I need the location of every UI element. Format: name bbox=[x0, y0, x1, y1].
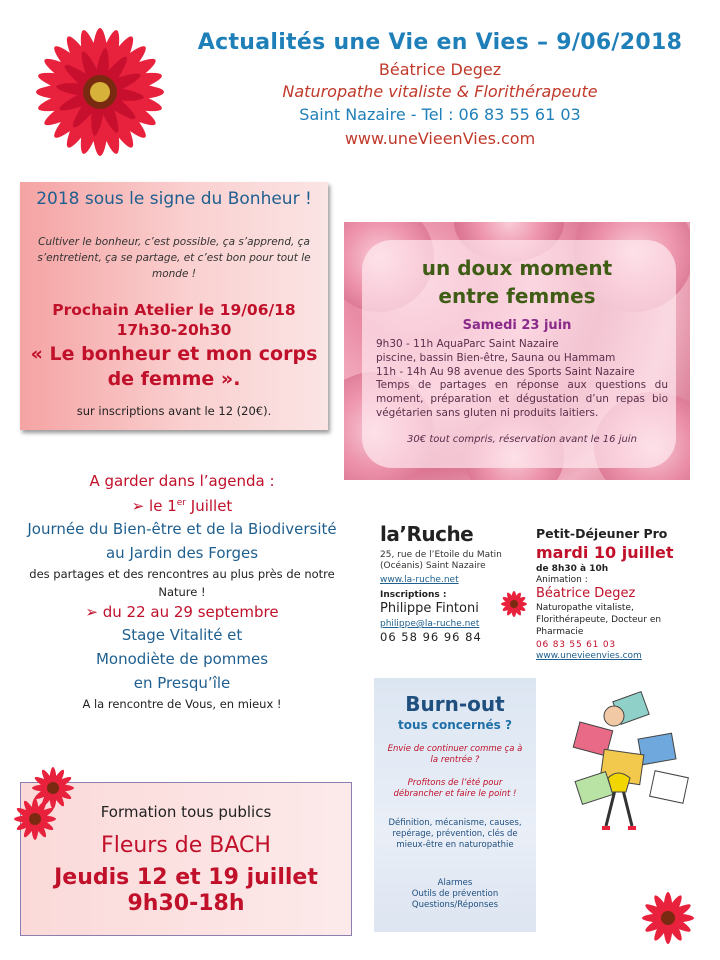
formation-schedule bbox=[21, 865, 351, 917]
pdj-date: mardi 10 juillet bbox=[536, 543, 674, 562]
ruche-email[interactable]: philippe@la-ruche.net bbox=[380, 619, 480, 629]
ruche-inscriptions-label: Inscriptions : bbox=[380, 590, 447, 600]
gerbera-flower-icon bbox=[30, 22, 170, 162]
agenda-item2-title-1: Stage Vitalité et bbox=[121, 626, 243, 644]
arrow-icon: ➢ bbox=[131, 497, 150, 515]
gerbera-flower-icon bbox=[640, 890, 696, 946]
agenda-item2-title-2: Monodiète de pommes bbox=[95, 650, 269, 668]
ruche-logo: la’Ruche bbox=[380, 522, 474, 546]
agenda-intro: A garder dans l’agenda : bbox=[89, 472, 275, 490]
burnout-extra-2: Outils de prévention bbox=[411, 889, 499, 899]
author-website[interactable]: www.uneVieenVies.com bbox=[344, 129, 536, 148]
formation-label: Formation tous publics bbox=[100, 803, 272, 821]
gerbera-flower-icon bbox=[500, 590, 528, 618]
event-detail-4: Temps de partages en réponse aux questions du moment, préparation et dégustation d’un repas bio végétarien sans gluten ni produits laitiers. bbox=[376, 379, 668, 419]
formation-dates: Jeudis 12 et 19 juillet bbox=[54, 865, 318, 890]
event-title-line2: entre femmes bbox=[438, 284, 596, 308]
ruche-info bbox=[380, 522, 530, 644]
bonheur-workshop-box bbox=[20, 182, 328, 430]
agenda-item1-desc: des partages et des rencontres au plus près de notre Nature ! bbox=[29, 567, 335, 599]
event-date: Samedi 23 juin bbox=[462, 318, 572, 333]
event-detail-1: 9h30 - 11h AquaParc Saint Nazaire bbox=[376, 338, 559, 350]
pdj-anim-label: Animation : bbox=[536, 575, 588, 585]
event-price: 30€ tout compris, réservation avant le 16 juin bbox=[407, 434, 637, 445]
burnout-question2: Profitons de l’été pour débrancher et faire le point ! bbox=[393, 778, 517, 799]
arrow-icon: ➢ bbox=[85, 603, 103, 621]
pdj-role: Naturopathe vitaliste, Florithérapeute, Docteur en Pharmacie bbox=[536, 603, 662, 637]
burnout-topics: Définition, mécanisme, causes, repérage, prévention, clés de mieux-être en naturopathie bbox=[388, 818, 522, 850]
burnout-extra-3: Questions/Réponses bbox=[411, 900, 499, 910]
author-profession: Naturopathe vitaliste & Florithérapeute bbox=[282, 82, 598, 101]
rose-photo-event bbox=[344, 222, 690, 480]
pdj-name: Béatrice Degez bbox=[536, 586, 636, 601]
next-workshop-time: 17h30-20h30 bbox=[116, 321, 232, 339]
event-detail-3: 11h - 14h Au 98 avenue des Sports Saint Nazaire bbox=[376, 365, 635, 378]
gerbera-flower-icon bbox=[12, 796, 58, 842]
burnout-question1: Envie de continuer comme ça à la rentrée ? bbox=[387, 744, 523, 765]
pdj-phone: 06 83 55 61 03 bbox=[536, 640, 616, 650]
ruche-link[interactable]: www.la-ruche.net bbox=[380, 575, 459, 585]
next-workshop-date bbox=[20, 300, 328, 340]
event-title-line1: un doux moment bbox=[421, 256, 613, 280]
stressed-woman-illustration bbox=[556, 686, 702, 846]
event-details bbox=[376, 338, 668, 421]
formation-title: Fleurs de BACH bbox=[101, 833, 271, 858]
author-contact: Saint Nazaire - Tel : 06 83 55 61 03 bbox=[299, 105, 581, 124]
petit-dejeuner-info bbox=[536, 526, 716, 661]
agenda-item2-date-text: du 22 au 29 septembre bbox=[102, 603, 279, 621]
bonheur-heading: 2018 sous le signe du Bonheur ! bbox=[36, 189, 312, 209]
bonheur-text: Cultiver le bonheur, c’est possible, ça s’apprend, ça s’entretient, ça se partage, et c’est bon pour tout le monde ! bbox=[37, 236, 311, 280]
next-workshop-label: Prochain Atelier le 19/06/18 bbox=[52, 301, 296, 319]
pdj-time: de 8h30 à 10h bbox=[536, 564, 609, 574]
agenda-item1-title: Journée du Bien-être et de la Biodiversité au Jardin des Forges bbox=[27, 520, 337, 562]
workshop-signup: sur inscriptions avant le 12 (20€). bbox=[76, 404, 272, 418]
burnout-box bbox=[374, 678, 536, 932]
agenda-item1-date-sup: er bbox=[176, 498, 186, 508]
agenda-item1-date-pre: le 1 bbox=[149, 497, 177, 515]
burnout-extra-1: Alarmes bbox=[437, 878, 473, 888]
ruche-address: 25, rue de l’Etoile du Matin (Océanis) Saint Nazaire bbox=[380, 550, 502, 571]
agenda-section bbox=[22, 470, 342, 713]
agenda-item1-date-post: Juillet bbox=[186, 497, 233, 515]
newsletter-title: Actualités une Vie en Vies – 9/06/2018 bbox=[197, 30, 683, 55]
author-name: Béatrice Degez bbox=[378, 60, 502, 79]
workshop-theme: « Le bonheur et mon corps de femme ». bbox=[30, 343, 318, 390]
event-detail-2: piscine, bassin Bien-être, Sauna ou Hammam bbox=[376, 351, 616, 364]
pdj-title: Petit-Déjeuner Pro bbox=[536, 526, 668, 541]
agenda-item1-date bbox=[22, 492, 342, 517]
burnout-title: Burn-out bbox=[405, 692, 505, 716]
agenda-item2-title-3: en Presqu’île bbox=[133, 674, 231, 692]
burnout-subtitle: tous concernés ? bbox=[398, 718, 512, 732]
agenda-item2-desc: A la rencontre de Vous, en mieux ! bbox=[82, 697, 282, 711]
formation-hours: 9h30-18h bbox=[127, 891, 245, 916]
agenda-item2-date bbox=[22, 601, 342, 623]
ruche-phone: 06 58 96 96 84 bbox=[380, 630, 482, 644]
pdj-web[interactable]: www.unevieenvies.com bbox=[536, 651, 642, 661]
ruche-contact-name: Philippe Fintoni bbox=[380, 601, 479, 616]
